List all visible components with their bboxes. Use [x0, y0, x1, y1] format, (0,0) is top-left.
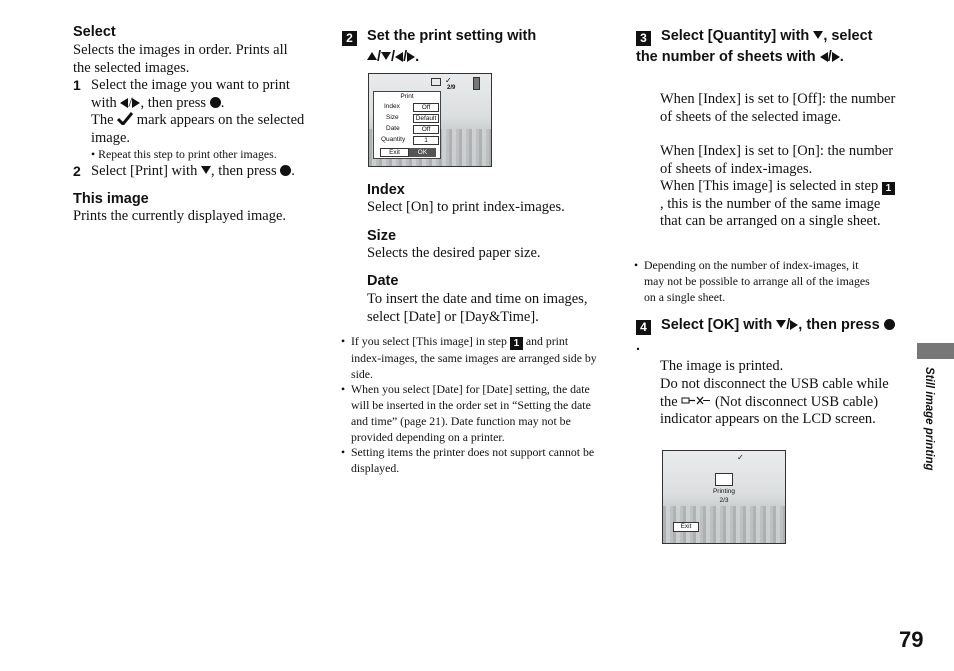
step4-heading-text-b: , then press	[798, 317, 880, 333]
lcd-print-settings-screen	[368, 73, 492, 167]
left-arrow-icon	[395, 52, 403, 62]
this-image-heading: This image	[73, 191, 149, 207]
step3-note: • Depending on the number of index-images, it may not be possible to arrange all of the images on a single sheet.	[634, 257, 880, 305]
pictbridge-icon: ✓	[737, 453, 744, 462]
step1-text-d: mark appears on the selected image.	[91, 112, 305, 146]
note-1: • If you select [This image] in step 1 and print index-images, the same images are arranged side by side.	[341, 334, 597, 381]
printing-count: 2/3	[719, 497, 729, 504]
usb-disconnect-icon	[715, 473, 733, 486]
step3-paragraph-2: When [Index] is set to [On]: the number of sheets of index-images.	[660, 143, 894, 177]
step3-paragraph-3-a: When [This image] is selected in step	[660, 178, 879, 194]
size-description: Selects the desired paper size.	[367, 245, 541, 261]
step1-text: Select the image you want to print with / , then press . The mark appears on the selected image.	[91, 77, 305, 146]
step1-text-c: The	[91, 112, 114, 129]
usb-disconnect-icon	[681, 394, 711, 407]
size-heading: Size	[367, 228, 397, 244]
step4-paragraph-2-a: Do not disconnect the USB cable while the	[660, 376, 889, 410]
center-button-icon	[884, 319, 895, 330]
menu-row-size[interactable]	[376, 114, 438, 125]
note-3-text: Setting items the printer does not support cannot be displayed.	[351, 445, 595, 475]
step2-text-a: Select [Print] with	[91, 163, 198, 179]
menu-row-quantity[interactable]	[376, 136, 438, 147]
menu-row-value: 1	[413, 136, 439, 145]
step1-bullet: • Repeat this step to print other images.	[91, 147, 277, 161]
page-number: 79	[899, 627, 924, 652]
checkmark-icon	[117, 112, 133, 125]
menu-row-index[interactable]	[376, 103, 438, 114]
this-image-description: Prints the currently displayed image.	[73, 208, 287, 224]
step2-number: 2	[73, 163, 81, 179]
date-description: To insert the date and time on images, select [Date] or [Day&Time].	[367, 291, 588, 325]
menu-row-value: Off	[413, 125, 439, 134]
menu-row-date[interactable]	[376, 125, 438, 136]
center-button-icon	[280, 165, 291, 176]
step-number-box: 1	[882, 182, 895, 195]
pictbridge-icon: ✓	[445, 76, 452, 85]
note-3: • Setting items the printer does not support cannot be displayed.	[341, 444, 597, 476]
step2-heading: 2 Set the print setting with / / / .	[342, 26, 582, 68]
select-description: Selects the images in order. Prints all the selected images.	[73, 42, 288, 76]
down-arrow-icon	[381, 52, 391, 60]
step4-paragraph-1: The image is printed.	[660, 358, 784, 374]
step3-paragraph-1: When [Index] is set to [Off]: the number of sheets of the selected image.	[660, 91, 896, 125]
index-description: Select [On] to print index-images.	[367, 199, 565, 215]
step1-text-a: Select the image you want to print with	[91, 77, 290, 111]
right-arrow-icon	[407, 52, 415, 62]
step3-heading-text-a: Select [Quantity] with	[661, 28, 810, 44]
step-number-box: 3	[636, 31, 651, 46]
index-heading: Index	[367, 182, 405, 198]
step-number-box: 1	[510, 337, 523, 350]
right-arrow-icon	[832, 52, 840, 62]
step2-text-b: , then press	[210, 163, 277, 179]
menu-row-label: Date	[386, 125, 400, 132]
left-arrow-icon	[820, 52, 828, 62]
menu-row-value: Default	[413, 114, 439, 123]
step3-heading-text-b: , select the number of sheets with	[636, 28, 873, 65]
down-arrow-icon	[201, 166, 211, 174]
step-number-box: 2	[342, 31, 357, 46]
step4-heading-text-a: Select [OK] with	[661, 317, 773, 333]
note-1-text-b: and print index-images, the same images are arranged side by side.	[351, 334, 597, 381]
down-arrow-icon	[776, 320, 786, 328]
image-counter: 2/9	[447, 85, 456, 91]
menu-row-label: Quantity	[381, 136, 406, 143]
menu-rows	[376, 103, 438, 147]
left-arrow-icon	[120, 98, 128, 108]
exit-button[interactable]: Exit	[380, 148, 409, 157]
date-heading: Date	[367, 273, 399, 289]
down-arrow-icon	[813, 31, 823, 39]
note-2: • When you select [Date] for [Date] setting, the date will be inserted in the order set in “Setting the date and time” (page 21). Date function may not be provided depending on a printer.	[341, 381, 597, 445]
print-menu	[373, 91, 441, 159]
note-1-text-a: If you select [This image] in step	[351, 334, 507, 348]
up-arrow-icon	[367, 52, 377, 60]
step4-heading: 4 Select [OK] with / , then press .	[636, 315, 898, 357]
step4-paragraph-2	[660, 376, 896, 429]
step1-bullet-text: Repeat this step to print other images.	[98, 147, 277, 161]
center-button-icon	[210, 97, 221, 108]
step1-text-b: , then press	[140, 94, 207, 111]
section-label: Still image printing	[923, 367, 935, 471]
step4-paragraph-2-b: (Not disconnect USB cable) indicator appears on the LCD screen.	[660, 393, 879, 428]
exit-button[interactable]: Exit	[673, 522, 699, 532]
step2-heading-text: Set the print setting with	[367, 28, 537, 44]
menu-title: Print	[400, 93, 414, 100]
menu-row-label: Size	[386, 114, 399, 121]
step3-heading: 3 Select [Quantity] with , select the number of sheets with / .	[636, 28, 873, 65]
lcd-printing-screen	[662, 450, 786, 544]
menu-row-label: Index	[384, 103, 400, 110]
step2-text: Select [Print] with , then press .	[91, 163, 295, 179]
section-tab	[917, 343, 954, 359]
select-heading: Select	[73, 24, 116, 40]
step1-number: 1	[73, 77, 81, 93]
step-number-box: 4	[636, 320, 651, 335]
printing-label: Printing	[712, 488, 736, 495]
menu-row-value: Off	[413, 103, 439, 112]
step3-paragraph-3	[660, 178, 896, 231]
memory-card-icon	[431, 78, 441, 86]
battery-icon	[473, 77, 480, 90]
step3-note-text: Depending on the number of index-images, it may not be possible to arrange all of the images on a single sheet.	[644, 258, 870, 304]
ok-button[interactable]: OK	[409, 148, 436, 157]
step3-paragraph-3-b: , this is the number of the same image that can be arranged on a single sheet.	[660, 195, 881, 230]
note-2-text: When you select [Date] for [Date] setting, the date will be inserted in the order set in “Setting the date and time” (page 21). Date function may not be provided depending on a printer.	[351, 382, 591, 444]
